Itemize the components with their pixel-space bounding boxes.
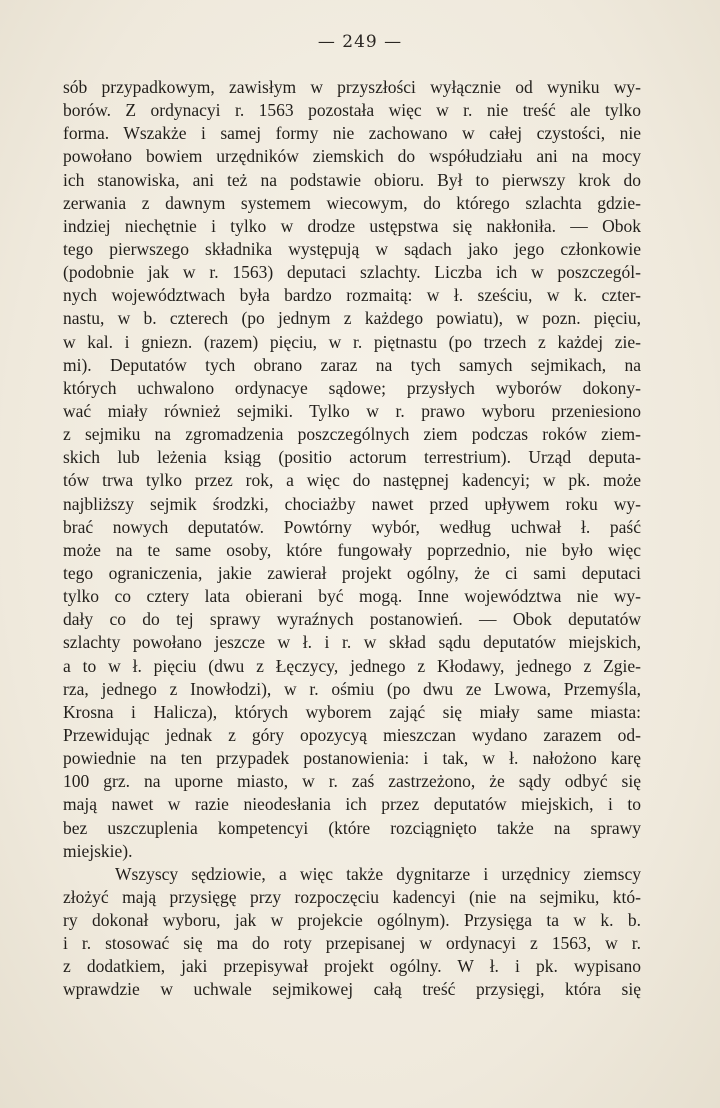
text-line: złożyć mają przysięgę przy rozpoczęciu kadencyi (nie na sejmiku, któ- — [63, 886, 641, 907]
text-line: tów trwa tylko przez rok, a więc do następnej kadencyi; w pk. może — [63, 470, 641, 491]
text-line: najbliższy sejmik środzki, chociażby nawet przed upływem roku wy- — [63, 493, 641, 514]
text-line: indziej niechętnie i tylko w drodze ustępstwa się nakłoniła. — Obok — [63, 215, 641, 236]
text-line: a to w ł. pięciu (dwu z Łęczycy, jednego z Kłodawy, jednego z Zgie- — [63, 655, 641, 676]
page-number: — 249 — — [317, 32, 403, 52]
paragraph-end-line: miejskie). — [63, 840, 133, 861]
text-line: brać nowych deputatów. Powtórny wybór, według uchwał ł. paść — [63, 516, 641, 537]
text-line: Przewidując jednak z góry opozycyą mieszczan wydano zarazem od- — [63, 724, 641, 745]
text-line: skich lub leżenia ksiąg (positio actorum terrestrium). Urząd deputa- — [63, 447, 641, 468]
text-line: których uchwalono ordynacye sądowe; przysłych wyborów dokony- — [63, 377, 641, 398]
text-line: rza, jednego z Inowłodzi), w r. ośmiu (po dwu ze Lwowa, Przemyśla, — [63, 678, 641, 699]
text-line: Krosna i Halicza), których wyborem zająć się miały same miasta: — [63, 701, 641, 722]
text-line: (podobnie jak w r. 1563) deputaci szlachty. Liczba ich w poszczegól- — [63, 262, 641, 283]
text-line: sób przypadkowym, zawisłym w przyszłości wyłącznie od wyniku wy- — [63, 77, 641, 97]
text-line: szlachty powołano jeszcze w ł. i r. w skład sądu deputatów miejskich, — [63, 632, 641, 653]
text-line: tylko co cztery lata obierani być mogą. Inne województwa nie wy- — [63, 586, 641, 607]
text-line: forma. Wszakże i samej formy nie zachowano w całej czystości, nie — [63, 123, 641, 144]
text-line: nastu, w b. czterech (po jednym z każdego powiatu), w pozn. pięciu, — [63, 308, 641, 329]
text-line: 100 grz. na uporne miasto, w r. zaś zastrzeżono, że sądy odbyć się — [63, 771, 641, 792]
text-line: dały co do tej sprawy wyraźnych postanowień. — Obok deputatów — [63, 609, 641, 630]
text-line: mi). Deputatów tych obrano zaraz na tych samych sejmikach, na — [63, 354, 641, 375]
text-line: powiednie na ten przypadek postanowienia: i tak, w ł. nałożono karę — [63, 748, 641, 769]
text-line: z dodatkiem, jaki przepisywał projekt ogólny. W ł. i pk. wypisano — [63, 956, 641, 977]
text-line: może na te same osoby, które fungowały poprzednio, nie było więc — [63, 539, 641, 560]
text-line: ry dokonał wyboru, jak w projekcie ogólnym). Przysięga ta w k. b. — [63, 910, 641, 931]
text-line: z sejmiku na zgromadzenia poszczególnych ziem podczas roków ziem- — [63, 424, 641, 445]
text-line: ich stanowiska, ani też na podstawie obioru. Był to pierwszy krok do — [63, 169, 641, 190]
body-text — [63, 76, 641, 1002]
text-line: borów. Z ordynacyi r. 1563 pozostała więc w r. nie treść ale tylko — [63, 100, 641, 121]
text-line: nych województwach była bardzo rozmaitą: w ł. sześciu, w k. czter- — [63, 285, 641, 306]
text-line: tego pierwszego składnika występują w sądach jako jego członkowie — [63, 238, 641, 259]
text-line: powołano bowiem urzędników ziemskich do współudziału ani na mocy — [63, 146, 641, 167]
text-line: zerwania z dawnym systemem wiecowym, do którego szlachta gdzie- — [63, 192, 641, 213]
text-line: wprawdzie w uchwale sejmikowej całą treść przysięgi, która się — [63, 979, 641, 1000]
text-line: w kal. i gniezn. (razem) pięciu, w r. piętnastu (po trzech z każdej zie- — [63, 331, 641, 352]
text-line: wać miały również sejmiki. Tylko w r. prawo wyboru przeniesiono — [63, 400, 641, 421]
text-line: bez uszczuplenia kompetencyi (które rozciągnięto także na sprawy — [63, 817, 641, 838]
text-line: mają nawet w razie nieodesłania ich przez deputatów miejskich, i to — [63, 794, 641, 815]
text-line: i r. stosować się ma do roty przepisanej w ordynacyi z 1563, w r. — [63, 933, 641, 954]
paragraph-first-line: Wszyscy sędziowie, a więc także dygnitarze i urzędnicy ziemscy — [115, 863, 641, 884]
text-line: tego ograniczenia, jakie zawierał projekt ogólny, że ci sami deputaci — [63, 562, 641, 583]
